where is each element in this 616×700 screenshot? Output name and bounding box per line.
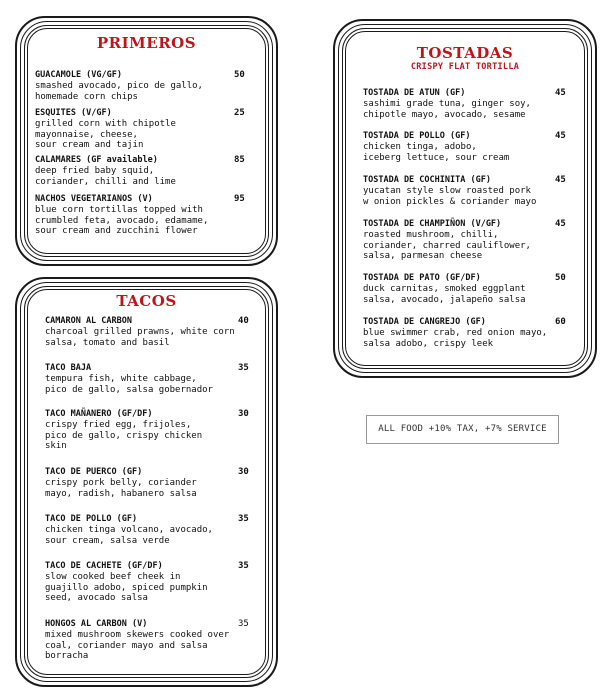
- item-desc-line: blue swimmer crab, red onion mayo,: [363, 328, 548, 338]
- item-desc-line: tempura fish, white cabbage,: [45, 374, 197, 384]
- item-desc-line: pico de gallo, salsa gobernador: [45, 384, 213, 395]
- item-name: HONGOS AL CARBON (V): [45, 619, 148, 629]
- item-name: TACO DE POLLO (GF): [45, 514, 138, 524]
- item-price: 40: [238, 316, 249, 326]
- item-desc-line: skin: [45, 441, 67, 451]
- item-price: 30: [238, 409, 249, 419]
- item-desc-line: coriander, chilli and lime: [35, 176, 176, 187]
- menu-item-tostada-champinon: [363, 219, 563, 262]
- item-desc-line: sour cream, salsa verde: [45, 535, 170, 546]
- item-price: 35: [238, 514, 249, 524]
- menu-item-taco-baja: [45, 363, 245, 395]
- item-desc-line: salsa, parmesan cheese: [363, 251, 483, 261]
- item-price: 60: [555, 317, 566, 327]
- item-desc-line: mixed mushroom skewers cooked over: [45, 630, 230, 640]
- item-desc-line: guajillo adobo, spiced pumpkin: [45, 582, 208, 593]
- item-name: TOSTADA DE CHAMPIÑON (V/GF): [363, 219, 502, 229]
- tacos-card: [15, 277, 278, 687]
- item-name: TOSTADA DE PATO (GF/DF): [363, 273, 481, 283]
- item-desc-line: salsa, tomato and basil: [45, 337, 170, 348]
- menu-item-esquites: [35, 108, 235, 151]
- item-name: TACO DE PUERCO (GF): [45, 467, 143, 477]
- menu-item-guacamole: [35, 70, 235, 102]
- item-desc-line: crispy fried egg, frijoles,: [45, 420, 192, 430]
- item-price: 45: [555, 88, 566, 98]
- item-name: TACO DE CACHETE (GF/DF): [45, 561, 163, 571]
- primeros-card: [15, 16, 278, 266]
- item-desc-line: mayo, radish, habanero salsa: [45, 488, 197, 499]
- item-desc-line: duck carnitas, smoked eggplant: [363, 284, 526, 294]
- item-desc-line: coriander, charred cauliflower,: [363, 240, 531, 251]
- item-name: TOSTADA DE ATUN (GF): [363, 88, 466, 98]
- tostadas-title: TOSTADAS: [416, 44, 514, 62]
- menu-item-tostada-cangrejo: [363, 317, 563, 349]
- item-price: 95: [234, 194, 245, 204]
- item-desc-line: seed, avocado salsa: [45, 593, 148, 603]
- menu-item-tostada-atun: [363, 88, 563, 120]
- menu-item-tostada-pato: [363, 273, 563, 305]
- item-name: GUACAMOLE (VG/GF): [35, 70, 122, 80]
- item-price: 45: [555, 131, 566, 141]
- item-price: 35: [238, 363, 249, 373]
- menu-item-nachos: [35, 194, 235, 237]
- item-price: 35: [238, 619, 249, 629]
- tax-service-notice: ALL FOOD +10% TAX, +7% SERVICE: [366, 415, 559, 444]
- item-desc-line: w onion pickles & coriander mayo: [363, 196, 537, 207]
- item-desc-line: homemade corn chips: [35, 91, 138, 102]
- item-price: 30: [238, 467, 249, 477]
- menu-item-calamares: [35, 155, 235, 187]
- item-desc-line: pico de gallo, crispy chicken: [45, 430, 203, 441]
- item-name: ESQUITES (V/GF): [35, 108, 112, 118]
- tostadas-subtitle: CRISPY FLAT TORTILLA: [410, 62, 520, 72]
- item-desc-line: yucatan style slow roasted pork: [363, 186, 531, 196]
- item-desc-line: crumbled feta, avocado, edamame,: [35, 215, 209, 226]
- item-price: 35: [238, 561, 249, 571]
- item-desc-line: salsa adobo, crispy leek: [363, 338, 494, 349]
- item-price: 45: [555, 175, 566, 185]
- item-desc-line: borracha: [45, 651, 89, 661]
- item-desc-line: sashimi grade tuna, ginger soy,: [363, 99, 531, 109]
- item-desc-line: coal, coriander mayo and salsa: [45, 640, 208, 651]
- item-price: 50: [234, 70, 245, 80]
- item-desc-line: iceberg lettuce, sour cream: [363, 152, 510, 163]
- item-desc-line: slow cooked beef cheek in: [45, 572, 181, 582]
- item-name: TACO BAJA: [45, 363, 92, 373]
- item-name: CALAMARES (GF available): [35, 155, 158, 165]
- item-price: 45: [555, 219, 566, 229]
- menu-item-tostada-cochinita: [363, 175, 563, 207]
- menu-item-tostada-pollo: [363, 131, 563, 163]
- menu-item-taco-pollo: [45, 514, 245, 546]
- item-price: 85: [234, 155, 245, 165]
- menu-item-taco-mananero: [45, 409, 245, 452]
- item-desc-line: blue corn tortillas topped with: [35, 205, 203, 215]
- item-name: CAMARON AL CARBON: [45, 316, 132, 326]
- item-desc-line: mayonnaise, cheese,: [35, 129, 138, 140]
- tostadas-card: [333, 19, 597, 378]
- item-desc-line: chicken tinga volcano, avocado,: [45, 525, 213, 535]
- item-desc-line: grilled corn with chipotle: [35, 119, 176, 129]
- item-desc-line: chicken tinga, adobo,: [363, 142, 477, 152]
- item-price: 50: [555, 273, 566, 283]
- item-desc-line: sour cream and tajin: [35, 140, 144, 150]
- menu-item-camaron: [45, 316, 245, 348]
- item-name: TACO MAÑANERO (GF/DF): [45, 409, 153, 419]
- item-desc-line: smashed avocado, pico de gallo,: [35, 81, 203, 91]
- tacos-title: TACOS: [116, 292, 177, 310]
- item-desc-line: chipotle mayo, avocado, sesame: [363, 109, 526, 120]
- item-name: NACHOS VEGETARIANOS (V): [35, 194, 153, 204]
- menu-item-hongos: [45, 619, 250, 662]
- menu-item-taco-cachete: [45, 561, 245, 604]
- item-name: TOSTADA DE POLLO (GF): [363, 131, 471, 141]
- item-desc-line: deep fried baby squid,: [35, 166, 155, 176]
- item-name: TOSTADA DE CANGREJO (GF): [363, 317, 486, 327]
- item-desc-line: roasted mushroom, chilli,: [363, 230, 499, 240]
- menu-item-taco-puerco: [45, 467, 245, 499]
- item-desc-line: salsa, avocado, jalapeño salsa: [363, 294, 526, 305]
- item-price: 25: [234, 108, 245, 118]
- item-desc-line: charcoal grilled prawns, white corn: [45, 327, 235, 337]
- primeros-title: PRIMEROS: [96, 34, 197, 52]
- item-desc-line: sour cream and zucchini flower: [35, 226, 198, 236]
- item-desc-line: crispy pork belly, coriander: [45, 478, 197, 488]
- item-name: TOSTADA DE COCHINITA (GF): [363, 175, 491, 185]
